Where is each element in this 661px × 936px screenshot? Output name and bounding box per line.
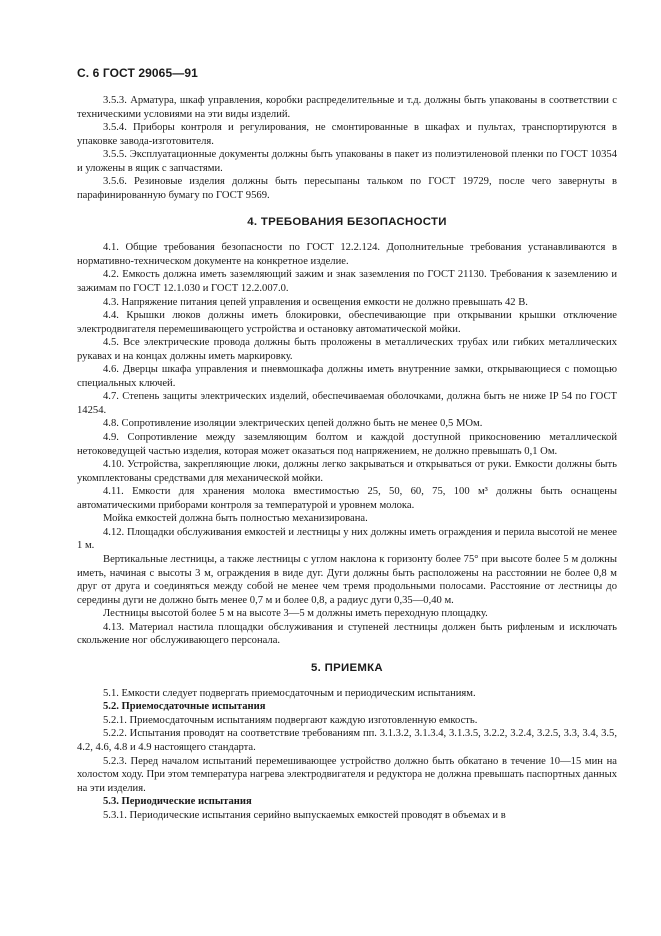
paragraph-4-10: 4.10. Устройства, закрепляющие люки, должны легко закрываться и открываться от руки. Емкости должны быть укомплектованы средствами для механической мойки. xyxy=(77,459,617,484)
paragraph-3-5-3: 3.5.3. Арматура, шкаф управления, коробки распределительные и т.д. должны быть упакованы в соответствии с техническими условиями на эти виды изделий. xyxy=(77,95,617,120)
paragraph-5-1: 5.1. Емкости следует подвергать приемосдаточным и периодическим испытаниям. xyxy=(103,687,476,699)
paragraph-4-9: 4.9. Сопротивление между заземляющим болтом и каждой доступной прикосновению металлической нетоковедущей частью изделия, которая может оказаться под напряжением, не должно превышать 0,1 Ом. xyxy=(77,432,617,457)
paragraph-3-5-4: 3.5.4. Приборы контроля и регулирования, не смонтированные в шкафах и пультах, транспортируются в упаковке завода-изготовителя. xyxy=(77,122,617,147)
paragraph-4-2: 4.2. Емкость должна иметь заземляющий зажим и знак заземления по ГОСТ 21130. Требования к заземлению и зажимам по ГОСТ 12.1.030 и ГОСТ 12.2.007.0. xyxy=(77,269,617,295)
section-3-tail xyxy=(77,94,617,202)
subheading-5-2: 5.2. Приемосдаточные испытания xyxy=(103,701,266,713)
paragraph-4-12-landing: Лестницы высотой более 5 м на высоте 3—5 м должны иметь переходную площадку. xyxy=(103,608,488,620)
paragraph-4-3: 4.3. Напряжение питания цепей управления и освещения емкости не должно превышать 42 В. xyxy=(103,296,528,308)
paragraph-4-11: 4.11. Емкости для хранения молока вместимостью 25, 50, 60, 75, 100 м³ должны быть оснащены автоматическими приборами контроля за температурой и уровнем молока. xyxy=(77,486,617,511)
paragraph-4-5: 4.5. Все электрические провода должны быть проложены в металлических трубах или гибких металлических рукавах и на концах должны иметь маркировку. xyxy=(77,337,617,362)
section-5 xyxy=(77,687,617,822)
section-4-title: 4. ТРЕБОВАНИЯ БЕЗОПАСНОСТИ xyxy=(247,216,447,229)
paragraph-4-6: 4.6. Дверцы шкафа управления и пневмошкафа должны иметь внутренние замки, открывающиеся с помощью специальных ключей. xyxy=(77,364,617,389)
subheading-5-3: 5.3. Периодические испытания xyxy=(103,796,252,808)
paragraph-4-11-washing: Мойка емкостей должна быть полностью механизирована. xyxy=(103,513,368,525)
paragraph-4-12-ladders: Вертикальные лестницы, а также лестницы с углом наклона к горизонту более 75° при высоте более 5 м должны иметь, начиная с высоты 3 м, ограждения в виде дуг. Дуги должны быть расположены на расстоянии не более 0,8 м друг от друга и соединяться между собой не менее чем тремя продольными полосами. Расстояние от лестницы до середины дуги не должно быть менее 0,7 м и более 0,8, а радиус дуги 0,35—0,40 м. xyxy=(77,553,617,606)
paragraph-3-5-6: 3.5.6. Резиновые изделия должны быть пересыпаны тальком по ГОСТ 19729, после чего завернуты в парафинированную бумагу по ГОСТ 9569. xyxy=(77,176,617,201)
paragraph-4-8: 4.8. Сопротивление изоляции электрических цепей должно быть не менее 0,5 МОм. xyxy=(103,418,483,430)
paragraph-4-1: 4.1. Общие требования безопасности по ГОСТ 12.2.124. Дополнительные требования устанавливаются в нормативно-техническом документе на конкретное изделие. xyxy=(77,242,617,267)
paragraph-4-12: 4.12. Площадки обслуживания емкостей и лестницы у них должны иметь ограждения и перила высотой не менее 1 м. xyxy=(77,526,617,552)
paragraph-5-2-3: 5.2.3. Перед началом испытаний перемешивающее устройство должно быть обкатано в течение 10—15 мин на холостом ходу. При этом температура нагрева электродвигателя и редуктора не должна превышать паспортных данных на эти изделия. xyxy=(77,755,617,794)
document-page xyxy=(77,66,617,822)
paragraph-5-3-1: 5.3.1. Периодические испытания серийно выпускаемых емкостей проводят в объемах и в xyxy=(103,809,506,821)
section-5-title: 5. ПРИЕМКА xyxy=(311,661,383,674)
paragraph-4-4: 4.4. Крышки люков должны иметь блокировки, обеспечивающие при открывании крышки отключение электродвигателя перемешивающего устройства и остановку автоматической мойки. xyxy=(77,310,617,335)
paragraph-3-5-5: 3.5.5. Эксплуатационные документы должны быть упакованы в пакет из полиэтиленовой пленки по ГОСТ 10354 и уложены в ящик с запчастями. xyxy=(77,149,617,174)
paragraph-5-2-1: 5.2.1. Приемосдаточным испытаниям подвергают каждую изготовленную емкость. xyxy=(103,714,478,726)
page-header: С. 6 ГОСТ 29065—91 xyxy=(77,66,198,80)
paragraph-4-13: 4.13. Материал настила площадки обслуживания и ступеней лестницы должен быть рифленым и исключать скольжение ног обслуживающего персонала. xyxy=(77,621,617,647)
section-4 xyxy=(77,241,617,647)
paragraph-4-7: 4.7. Степень защиты электрических изделий, обеспечиваемая оболочками, должна быть не ниже IP 54 по ГОСТ 14254. xyxy=(77,391,617,416)
paragraph-5-2-2: 5.2.2. Испытания проводят на соответствие требованиям пп. 3.1.3.2, 3.1.3.4, 3.1.3.5, 3.2.2, 3.2.4, 3.2.5, 3.3, 3.4, 3.5, 4.2, 4.6, 4.8 и 4.9 настоящего стандарта. xyxy=(77,728,617,753)
